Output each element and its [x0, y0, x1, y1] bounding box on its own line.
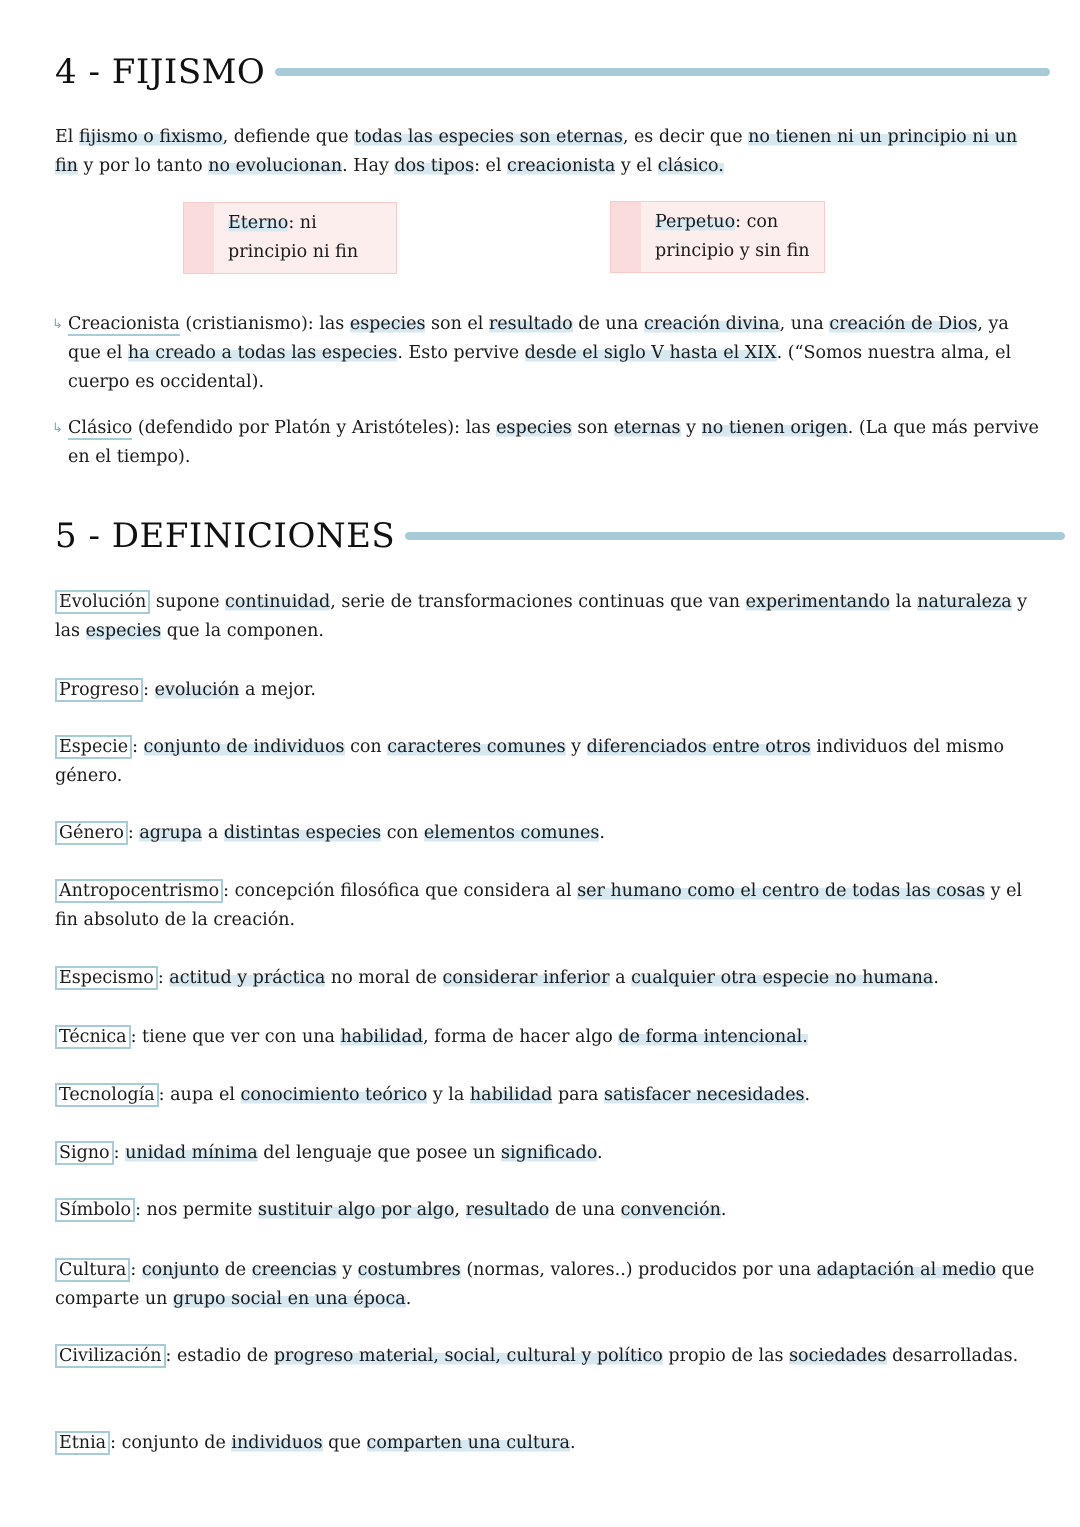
intro-text: , defiende que: [222, 127, 355, 147]
perpetuo-term: Perpetuo: [655, 212, 736, 232]
definition-text: la: [890, 592, 918, 612]
definition-item: [55, 819, 1040, 848]
definition-highlight: conocimiento teórico: [240, 1085, 428, 1105]
definition-text: :: [157, 968, 170, 988]
definition-highlight: habilidad: [340, 1027, 424, 1047]
definition-text: , forma de hacer algo: [423, 1027, 619, 1047]
intro-highlight: fijismo o fixismo: [78, 127, 223, 147]
definition-term: Progreso: [55, 678, 143, 702]
intro-text: . Hay: [342, 156, 395, 176]
definition-highlight: especies: [85, 621, 162, 641]
intro-text: : el: [474, 156, 508, 176]
box-strip: [611, 202, 641, 272]
intro-text: y el: [615, 156, 658, 176]
definition-item: [55, 1023, 1040, 1052]
definition-text: que comparte un: [55, 1260, 1035, 1309]
definition-highlight: evolución: [154, 680, 240, 700]
definition-text: : nos permite: [135, 1200, 258, 1220]
definition-item: [55, 1256, 1040, 1314]
definition-text: , serie de transformaciones continuas que van: [330, 592, 746, 612]
item-text: y: [680, 418, 702, 438]
definition-item: [55, 676, 1040, 705]
definition-text: :: [127, 823, 140, 843]
intro-text: y por lo tanto: [77, 156, 209, 176]
definition-text: y las: [55, 592, 1028, 641]
intro-text: El: [55, 127, 79, 147]
return-arrow-icon: ↳: [52, 421, 63, 436]
definition-text: y: [565, 737, 587, 757]
intro-text: , es decir que: [622, 127, 749, 147]
definition-text: : estadio de: [165, 1346, 274, 1366]
eterno-rest: : ni: [288, 213, 317, 233]
intro-highlight: no evolucionan: [208, 156, 343, 176]
item-highlight: eternas: [613, 418, 681, 438]
definition-highlight: resultado: [465, 1200, 550, 1220]
item-highlight: creación de Dios: [829, 314, 978, 334]
box-strip: [184, 203, 214, 273]
section-5-rule: [405, 532, 1065, 540]
definition-text: .: [405, 1289, 412, 1309]
definition-text: a: [202, 823, 224, 843]
definition-text: : conjunto de: [110, 1433, 232, 1453]
section-4-rule: [275, 68, 1050, 76]
item-text: . Esto pervive: [397, 343, 525, 363]
definition-highlight: naturaleza: [917, 592, 1012, 612]
definition-text: desarrolladas.: [886, 1346, 1019, 1366]
item-text: (defendido por Platón y Aristóteles): las: [132, 418, 497, 438]
definition-highlight: grupo social en una época: [173, 1289, 406, 1309]
definition-highlight: unidad mínima: [125, 1143, 258, 1163]
definition-text: :: [130, 1260, 142, 1280]
intro-highlight: no tienen ni un principio ni un fin: [55, 127, 1018, 176]
definition-text: que: [322, 1433, 367, 1453]
definition-term: Evolución: [55, 590, 150, 614]
item-highlight: no tienen origen: [701, 418, 848, 438]
definition-highlight: significado: [500, 1143, 597, 1163]
definition-text: que la componen.: [161, 621, 324, 641]
definition-highlight: caracteres comunes: [387, 737, 566, 757]
definition-term: Signo: [55, 1141, 114, 1165]
definition-highlight: creencias: [251, 1260, 337, 1280]
definition-highlight: adaptación al medio: [816, 1260, 997, 1280]
definition-item: [55, 877, 1040, 935]
definition-highlight: distintas especies: [223, 823, 382, 843]
item-text: . (La que más pervive en el tiempo).: [68, 418, 1039, 467]
eterno-box-text: [228, 209, 388, 267]
definition-text: .: [569, 1433, 576, 1453]
eterno-box: [183, 202, 397, 274]
definition-term: Especie: [55, 735, 132, 759]
definition-highlight: costumbres: [357, 1260, 461, 1280]
perpetuo-line2: principio y sin fin: [655, 241, 810, 261]
definition-text: propio de las: [662, 1346, 790, 1366]
definition-item: [55, 964, 1040, 993]
definition-text: a: [609, 968, 632, 988]
clasico-item: [52, 414, 1040, 472]
definition-term: Símbolo: [55, 1198, 135, 1222]
definition-term: Etnia: [55, 1431, 110, 1455]
perpetuo-rest: : con: [735, 212, 779, 232]
definition-text: : concepción filosófica que considera al: [223, 881, 578, 901]
definition-term: Género: [55, 821, 128, 845]
clasico-label: Clásico: [68, 418, 133, 438]
section-4-heading: [55, 52, 1050, 92]
intro-highlight: creacionista: [507, 156, 616, 176]
item-highlight: creación divina: [643, 314, 780, 334]
definition-term: Especismo: [55, 966, 158, 990]
definition-term: Cultura: [55, 1258, 130, 1282]
creacionista-label: Creacionista: [68, 314, 180, 334]
definition-item: [55, 1081, 1040, 1110]
definition-text: a mejor.: [239, 680, 316, 700]
definition-highlight: diferenciados entre otros: [586, 737, 811, 757]
definition-highlight: actitud y práctica: [169, 968, 326, 988]
perpetuo-box-text: [655, 208, 815, 266]
definition-highlight: conjunto: [141, 1260, 219, 1280]
definition-highlight: cualquier otra especie no humana: [631, 968, 934, 988]
item-text: , una: [779, 314, 830, 334]
definition-text: .: [933, 968, 939, 988]
definition-highlight: habilidad: [469, 1085, 553, 1105]
item-highlight: ha creado a todas las especies: [127, 343, 398, 363]
definition-text: y el fin absoluto de la creación.: [55, 881, 1023, 930]
definition-term: Tecnología: [55, 1083, 159, 1107]
definition-text: :: [132, 737, 144, 757]
definition-highlight: sociedades: [789, 1346, 887, 1366]
section-5-heading: [55, 516, 1065, 556]
definition-text: .: [599, 823, 605, 843]
intro-highlight: todas las especies son eternas: [354, 127, 623, 147]
item-highlight: desde el siglo V hasta el XIX: [524, 343, 777, 363]
item-highlight: resultado: [488, 314, 573, 334]
definition-text: con: [344, 737, 388, 757]
section-5-title: 5 - DEFINICIONES: [55, 516, 396, 556]
definition-text: (normas, valores..) producidos por una: [460, 1260, 817, 1280]
definition-text: .: [804, 1085, 811, 1105]
definition-text: de: [219, 1260, 252, 1280]
item-text: son: [571, 418, 614, 438]
definition-text: .: [720, 1200, 727, 1220]
definition-text: y: [336, 1260, 358, 1280]
definition-highlight: continuidad: [225, 592, 331, 612]
definition-highlight: convención: [620, 1200, 721, 1220]
item-text: son el: [425, 314, 489, 334]
definition-text: no moral de: [325, 968, 443, 988]
definition-text: supone: [150, 592, 226, 612]
definition-highlight: conjunto de individuos: [143, 737, 345, 757]
creacionista-item: [52, 310, 1040, 397]
definition-item: [55, 1342, 1040, 1371]
definition-text: individuos del mismo género.: [55, 737, 1005, 786]
definition-item: [55, 1139, 1040, 1168]
definition-item: [55, 1196, 1040, 1225]
definition-highlight: agrupa: [139, 823, 203, 843]
eterno-term: Eterno: [228, 213, 289, 233]
item-highlight: especies: [496, 418, 572, 438]
definition-term: Técnica: [55, 1025, 131, 1049]
definition-text: con: [381, 823, 424, 843]
definition-term: Civilización: [55, 1344, 166, 1368]
intro-highlight: dos tipos: [394, 156, 475, 176]
intro-highlight: clásico.: [657, 156, 724, 176]
definition-highlight: considerar inferior: [442, 968, 610, 988]
return-arrow-icon: ↳: [52, 317, 63, 332]
definition-highlight: comparten una cultura: [366, 1433, 570, 1453]
definition-text: del lenguaje que posee un: [257, 1143, 501, 1163]
definition-highlight: individuos: [231, 1433, 323, 1453]
definition-highlight: sustituir algo por algo: [257, 1200, 455, 1220]
item-text: (cristianismo): las: [179, 314, 350, 334]
item-text: . (“Somos nuestra alma, el cuerpo es occidental).: [68, 343, 1012, 392]
definition-text: :: [113, 1143, 126, 1163]
definition-text: : tiene que ver con una: [130, 1027, 341, 1047]
definition-text: para: [552, 1085, 604, 1105]
definition-text: de una: [549, 1200, 621, 1220]
definition-highlight: experimentando: [745, 592, 891, 612]
fijismo-intro: [55, 123, 1040, 181]
item-highlight: especies: [349, 314, 426, 334]
definition-highlight: de forma intencional.: [618, 1027, 808, 1047]
definition-item: [55, 588, 1040, 646]
eterno-line2: principio ni fin: [228, 242, 359, 262]
definition-highlight: satisfacer necesidades: [603, 1085, 805, 1105]
definition-item: [55, 733, 1040, 791]
perpetuo-box: [610, 201, 825, 273]
definition-highlight: elementos comunes: [423, 823, 600, 843]
definition-text: .: [596, 1143, 603, 1163]
section-4-title: 4 - FIJISMO: [55, 52, 266, 92]
item-text: , ya que el: [68, 314, 1009, 363]
definition-highlight: ser humano como el centro de todas las cosas: [577, 881, 986, 901]
definition-highlight: progreso material, social, cultural y político: [273, 1346, 663, 1366]
definition-text: y la: [427, 1085, 470, 1105]
item-text: de una: [572, 314, 644, 334]
definition-text: :: [143, 680, 155, 700]
definition-text: : aupa el: [158, 1085, 241, 1105]
definition-item: [55, 1429, 1040, 1458]
definition-term: Antropocentrismo: [55, 879, 223, 903]
definition-text: ,: [454, 1200, 466, 1220]
